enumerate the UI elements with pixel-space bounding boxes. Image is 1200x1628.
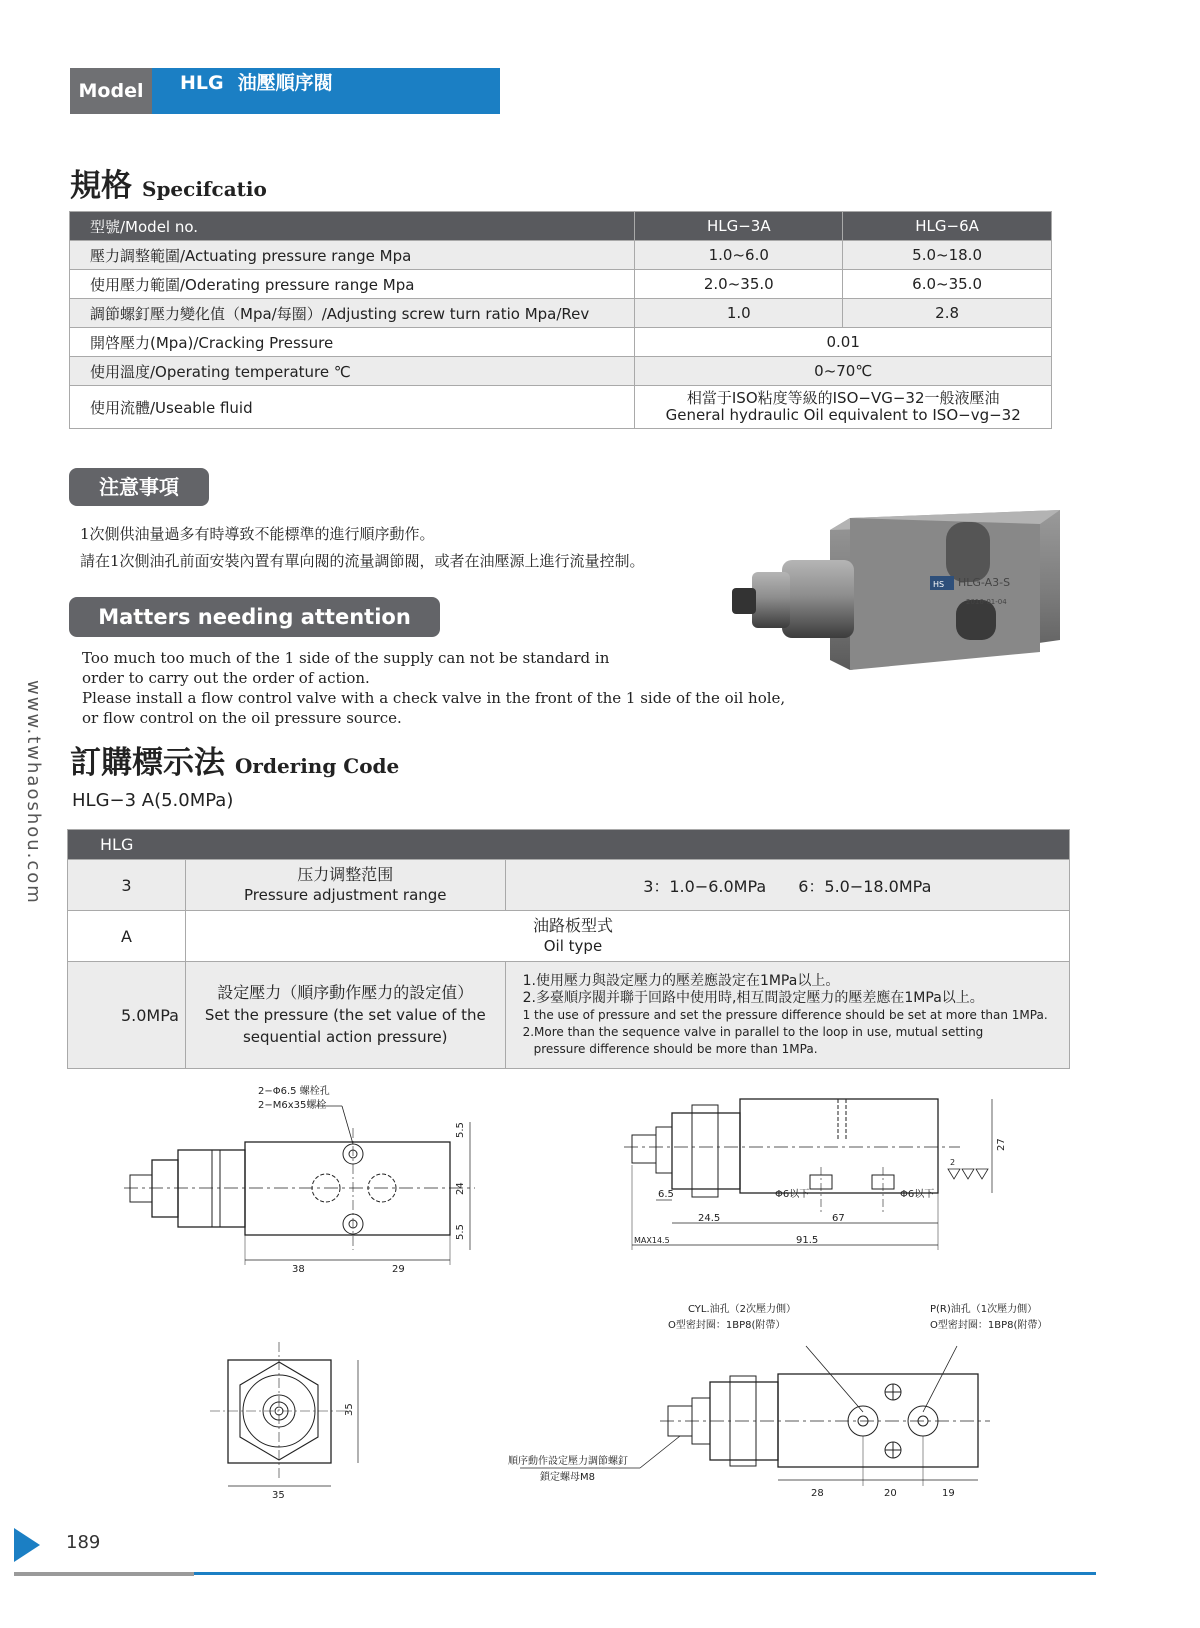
spec-row: 開啓壓力(Mpa)/Cracking Pressure 0.01 xyxy=(70,328,1052,357)
model-tag: Model xyxy=(70,68,152,114)
svg-text:5.5: 5.5 xyxy=(455,1122,466,1138)
attention-en-text: Too much too much of the 1 side of the supply can not be standard in order to carry out the order of action. Please install a flow control valve with a check valve in the front of the 1 side of the oil hole, or flow control on the oil pressure source. xyxy=(82,649,786,727)
attention-zh-badge: 注意事項 xyxy=(69,468,209,506)
footer-rule-blue xyxy=(194,1572,1096,1575)
svg-text:Φ6以下: Φ6以下 xyxy=(775,1189,810,1200)
product-brand: HS xyxy=(933,580,945,589)
side-url: www.twhaoshou.com xyxy=(23,680,44,905)
svg-text:67: 67 xyxy=(832,1213,845,1224)
ordering-table xyxy=(67,829,1070,1069)
ordering-heading: 訂購標示法 Ordering Code xyxy=(70,745,400,781)
ordering-header-row: HLG xyxy=(68,830,1070,860)
spec-table xyxy=(69,211,1052,429)
product-photo xyxy=(730,500,1090,700)
ordering-row: 3 压力调整范围 Pressure adjustment range 3：1.0−6.0MPa 6：5.0−18.0MPa xyxy=(68,860,1070,911)
svg-text:6.5: 6.5 xyxy=(658,1189,674,1200)
page-arrow-icon xyxy=(14,1528,42,1562)
attention-zh-text: 1次側供油量過多有時導致不能標準的進行順序動作。 請在1次側油孔前面安裝內置有單向閥的流量調節閥，或者在油壓源上進行流量控制。 xyxy=(80,525,645,570)
svg-text:20: 20 xyxy=(884,1488,897,1499)
svg-text:28: 28 xyxy=(811,1488,824,1499)
drawing-end-view xyxy=(210,1340,380,1510)
page-number: 189 xyxy=(66,1532,101,1553)
footer-rule-gray xyxy=(14,1572,194,1576)
ordering-row: A 油路板型式 Oil type xyxy=(68,911,1070,962)
drawing-bottom-view xyxy=(508,1304,1080,1520)
svg-text:O型密封圈：1BP8(附帶）: O型密封圈：1BP8(附帶） xyxy=(668,1320,786,1331)
svg-text:2−Φ6.5 螺栓孔: 2−Φ6.5 螺栓孔 xyxy=(258,1086,330,1097)
svg-text:27: 27 xyxy=(996,1138,1007,1151)
spec-row: 使用壓力範圍/Oderating pressure range Mpa 2.0~35.0 6.0~35.0 xyxy=(70,270,1052,299)
svg-text:O型密封圈：1BP8(附帶）: O型密封圈：1BP8(附帶） xyxy=(930,1320,1048,1331)
svg-text:鎖定螺母M8: 鎖定螺母M8 xyxy=(540,1472,595,1483)
svg-text:順序動作設定壓力調節螺釘: 順序動作設定壓力調節螺釘 xyxy=(508,1456,628,1467)
spec-row: 壓力調整範圍/Actuating pressure range Mpa 1.0~6.0 5.0~18.0 xyxy=(70,241,1052,270)
svg-text:P(R)油孔（1次壓力側）: P(R)油孔（1次壓力側） xyxy=(930,1304,1038,1315)
ordering-row: 5.0MPa 設定壓力（順序動作壓力的設定值） Set the pressure (the set value of the sequential action pressure) 1.使用壓力與設定壓力的壓差應設定在1MPa以上。 2.多臺順序閥并聯于回路中使用時,相互間設定壓力的壓差應在1MPa以上。 1 the use of pressure and set the pressure difference should be set at more than 1MPa. 2.More than the sequence valve in parallel to the loop in use, mutual setting pressure difference should be more than 1MPa. xyxy=(68,962,1070,1069)
svg-text:29: 29 xyxy=(392,1264,405,1275)
svg-text:5.5: 5.5 xyxy=(455,1224,466,1240)
product-engraving: HLG-A3-S xyxy=(958,576,1011,589)
spec-row: 使用溫度/Operating temperature ℃ 0~70℃ xyxy=(70,357,1052,386)
svg-text:2: 2 xyxy=(950,1158,956,1167)
spec-row: 調節螺釘壓力變化值（Mpa/每圈）/Adjusting screw turn ratio Mpa/Rev 1.0 2.8 xyxy=(70,299,1052,328)
spec-row: 使用流體/Useable fluid 相當于ISO粘度等級的ISO−VG−32一般液壓油 General hydraulic Oil equivalent to ISO−vg−32 xyxy=(70,386,1052,429)
svg-text:CYL.油孔（2次壓力側）: CYL.油孔（2次壓力側） xyxy=(688,1304,797,1315)
drawing-side-view xyxy=(620,1085,1020,1300)
product-date: 2016-01-04 xyxy=(966,598,1007,606)
svg-text:35: 35 xyxy=(344,1403,355,1416)
svg-text:24.5: 24.5 xyxy=(698,1213,721,1224)
svg-text:MAX14.5: MAX14.5 xyxy=(634,1236,670,1245)
attention-en-badge: Matters needing attention xyxy=(69,597,440,637)
svg-text:Φ6以下: Φ6以下 xyxy=(900,1189,935,1200)
svg-text:35: 35 xyxy=(272,1490,285,1501)
svg-text:24: 24 xyxy=(455,1182,466,1195)
spec-heading: 規格 Specifcatio xyxy=(70,168,267,204)
spec-header-row: 型號/Model no. HLG−3A HLG−6A xyxy=(70,212,1052,241)
model-title: HLG 油壓順序閥 xyxy=(180,72,333,94)
svg-text:19: 19 xyxy=(942,1488,955,1499)
svg-text:38: 38 xyxy=(292,1264,305,1275)
ordering-example: HLG−3 A(5.0MPa) xyxy=(72,790,234,811)
drawing-front-view xyxy=(120,1086,500,1300)
svg-text:91.5: 91.5 xyxy=(796,1235,819,1246)
svg-text:2−M6x35螺栓: 2−M6x35螺栓 xyxy=(258,1100,327,1111)
